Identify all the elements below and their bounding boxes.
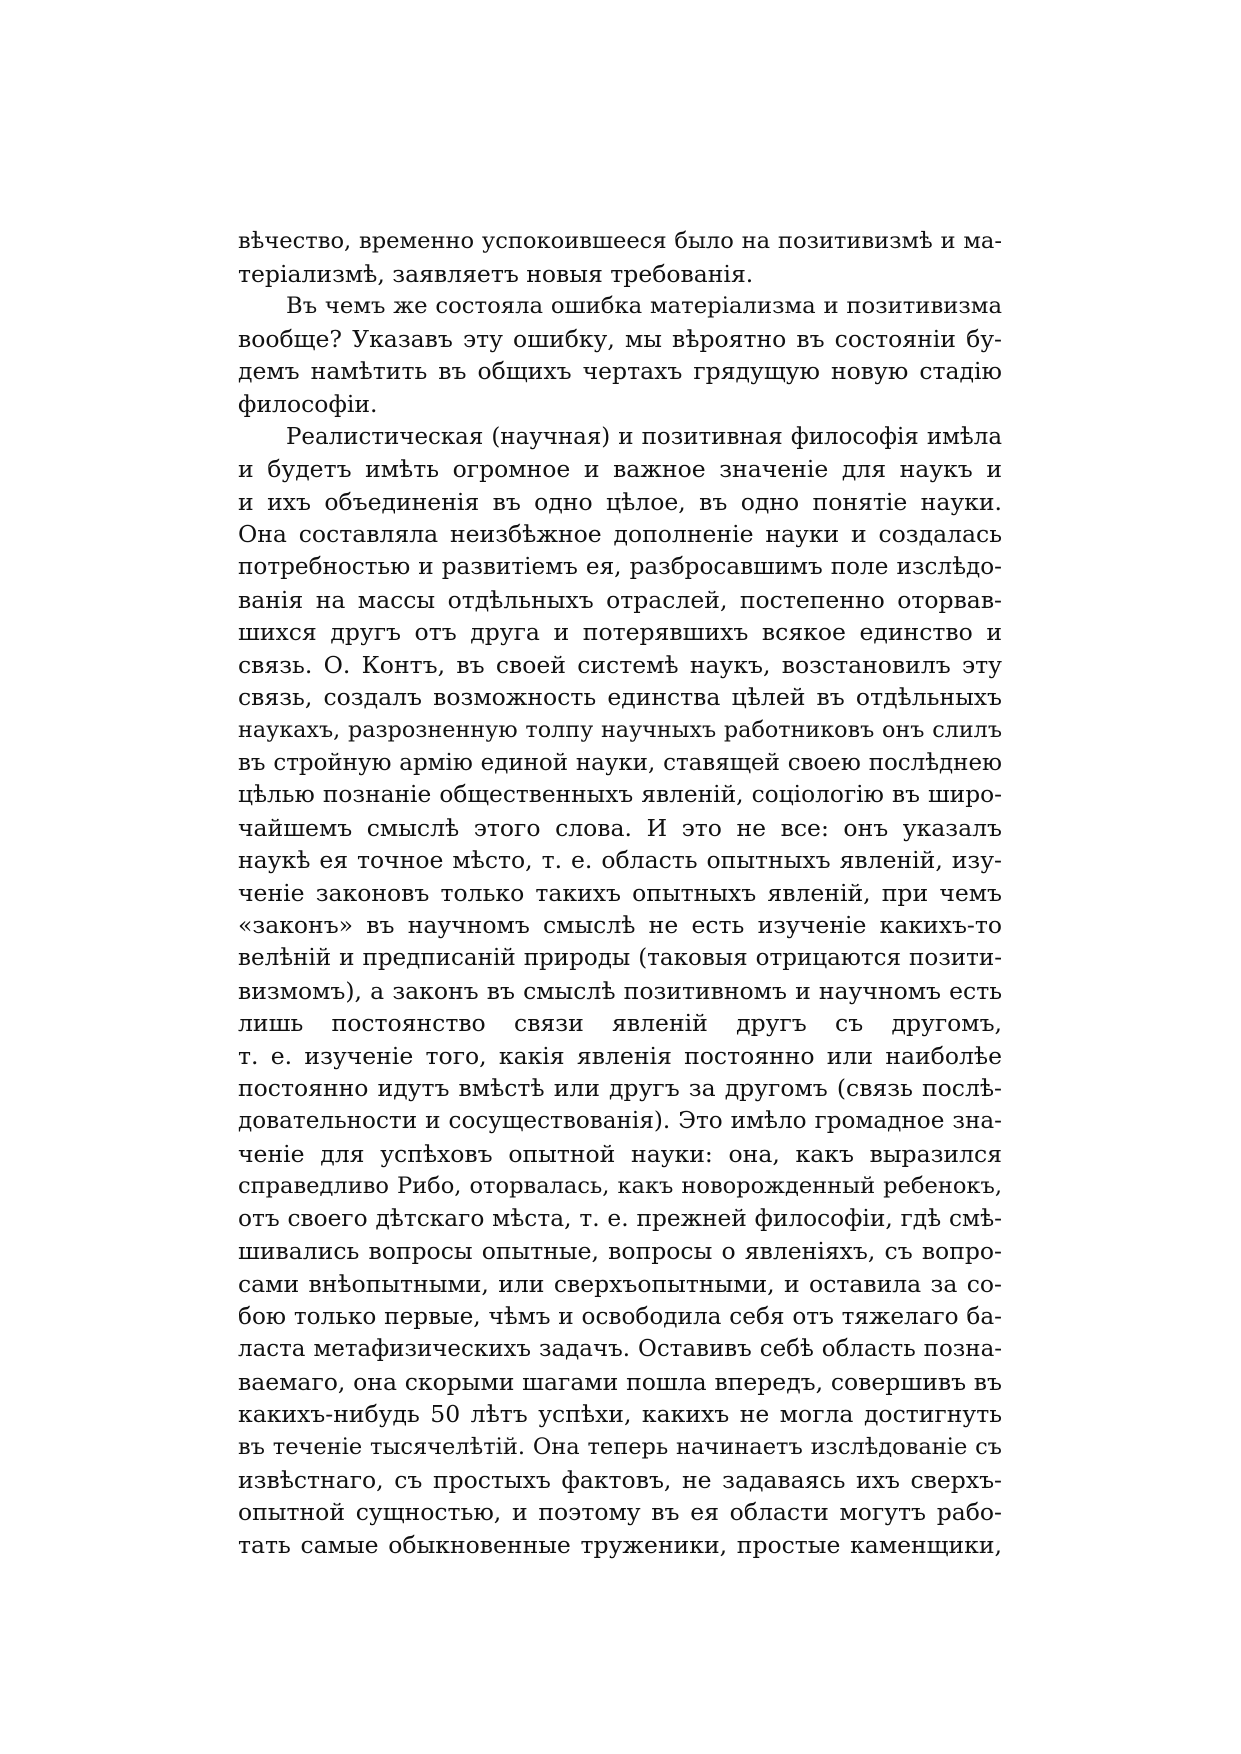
text-line: лишь постоянство связи явленій другъ съ другомъ, xyxy=(238,1009,1002,1038)
text-line: «законъ» въ научномъ смыслѣ не есть изученіе какихъ-то xyxy=(238,911,1002,940)
text-line: въ стройную армію единой науки, ставящей своею послѣднею xyxy=(238,749,1002,776)
text-line: сами внѣопытными, или сверхъопытными, и оставила за со- xyxy=(238,1270,1002,1298)
text-line: теріализмѣ, заявляетъ новыя требованія. xyxy=(238,259,754,288)
text-line: наукахъ, разрозненную толпу научныхъ работниковъ онъ слилъ xyxy=(238,716,1002,743)
text-line: вообще? Указавъ эту ошибку, мы вѣроятно въ состояніи бу- xyxy=(238,324,1002,353)
text-line: въ теченіе тысячелѣтій. Она теперь начинаетъ изслѣдованіе съ xyxy=(238,1433,1002,1460)
text-line: опытной сущностью, и поэтому въ ея области могутъ рабо- xyxy=(238,1498,1002,1527)
text-line: ласта метафизическихъ задачъ. Оставивъ себѣ область позна- xyxy=(238,1336,1002,1363)
text-line: бою только первые, чѣмъ и освободила себя отъ тяжелаго ба- xyxy=(238,1303,1002,1330)
text-line: справедливо Рибо, оторвалась, какъ новорожденный ребенокъ, xyxy=(238,1173,1002,1200)
text-line: извѣстнаго, съ простыхъ фактовъ, не задаваясь ихъ сверхъ- xyxy=(238,1465,1002,1494)
text-line: визмомъ), а законъ въ смыслѣ позитивномъ и научномъ есть xyxy=(238,976,1002,1005)
text-line: философіи. xyxy=(238,389,378,418)
text-line: демъ намѣтить въ общихъ чертахъ грядущую новую стадію xyxy=(238,357,1002,386)
text-line: связь. О. Контъ, въ своей системѣ наукъ, возстановилъ эту xyxy=(238,650,1002,679)
text-line: какихъ-нибудь 50 лѣтъ успѣхи, какихъ не могла достигнуть xyxy=(238,1400,1002,1429)
text-line: тать самые обыкновенные труженики, простые каменщики, xyxy=(238,1530,1002,1559)
text-line: вѣчество, временно успокоившееся было на позитивизмѣ и ма- xyxy=(238,228,1002,254)
text-line: довательности и сосуществованія). Это имѣло громадное зна- xyxy=(238,1108,1002,1135)
body-text xyxy=(238,225,1002,1561)
text-line: отъ своего дѣтскаго мѣста, т. е. прежней философіи, гдѣ смѣ- xyxy=(238,1204,1002,1232)
text-line: Въ чемъ же состояла ошибка матеріализма и позитивизма xyxy=(286,293,1002,320)
text-line: Она составляла неизбѣжное дополненіе науки и создалась xyxy=(238,520,1002,549)
text-line: ваемаго, она скорыми шагами пошла впередъ, совершивъ въ xyxy=(238,1367,1002,1396)
text-line: потребностью и развитіемъ ея, разбросавшимъ поле изслѣдо- xyxy=(238,553,1002,580)
text-line: и будетъ имѣть огромное и важное значеніе для наукъ и xyxy=(238,455,1002,484)
text-line: ченіе законовъ только такихъ опытныхъ явленій, при чемъ xyxy=(238,878,1002,907)
text-line: т. е. изученіе того, какія явленія постоянно или наиболѣе xyxy=(238,1041,1002,1070)
text-line: наукѣ ея точное мѣсто, т. е. область опытныхъ явленій, изу- xyxy=(238,846,1002,875)
text-line: связь, создалъ возможность единства цѣлей въ отдѣльныхъ xyxy=(238,683,1002,712)
text-line: ванія на массы отдѣльныхъ отраслей, постепенно оторвав- xyxy=(238,585,1002,614)
text-line: и ихъ объединенія въ одно цѣлое, въ одно понятіе науки. xyxy=(238,487,1002,516)
text-line: Реалистическая (научная) и позитивная философія имѣла xyxy=(286,423,1002,450)
text-line: ченіе для успѣховъ опытной науки: она, какъ выразился xyxy=(238,1139,1002,1168)
text-line: постоянно идутъ вмѣстѣ или другъ за другомъ (связь послѣ- xyxy=(238,1074,1002,1103)
text-line: шихся другъ отъ друга и потерявшихъ всякое единство и xyxy=(238,618,1002,647)
text-line: чайшемъ смыслѣ этого слова. И это не все: онъ указалъ xyxy=(238,813,1002,842)
text-line: цѣлью познаніе общественныхъ явленій, соціологію въ широ- xyxy=(238,781,1002,809)
text-line: велѣній и предписаній природы (таковыя отрицаются позити- xyxy=(238,945,1002,972)
text-line: шивались вопросы опытные, вопросы о явленіяхъ, съ вопро- xyxy=(238,1237,1002,1266)
